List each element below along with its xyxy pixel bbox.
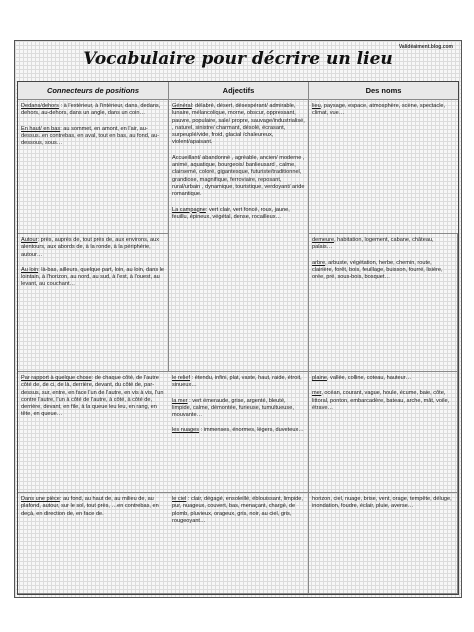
header-adjectifs: Adjectifs — [169, 82, 309, 100]
vocab-entry — [21, 103, 165, 118]
vocab-entry — [172, 155, 305, 199]
header-noms: Des noms — [309, 82, 458, 100]
vocab-entry — [172, 375, 305, 390]
entry-text: : étendu, infini, plat, vaste, haut, raide, étroit, sinueux… — [172, 375, 302, 389]
entry-heading: Par rapport à quelque chose — [21, 375, 92, 381]
entry-heading: Au loin — [21, 266, 39, 273]
entry-heading: la mer — [172, 397, 188, 404]
entry-heading: Général — [172, 103, 192, 109]
cell-row4-c1 — [18, 493, 169, 594]
entry-text: : près, auprès de, tout près de, aux environs, aux alentours, aux abords de, à la ronde, à la périphérie, autour… — [21, 237, 160, 258]
entry-heading: lieu — [312, 103, 321, 109]
entry-text: : vert émeraude, grise, argenté, bleuté, limpide, calme, démontée, furieuse, tumultueuse, mouvante… — [172, 397, 294, 419]
cell-row4-c3 — [309, 493, 458, 594]
entry-text: horizon, ciel, nuage, brise, vent, orage, tempête, déluge, inondation, foudre, éclair, pluie, averse… — [312, 496, 452, 510]
entry-text: : au fond, au haut de, au milieu de, au plafond, autour, sur le sol, tout près, …en contrebas, en deçà, en direction de, en face de. — [21, 496, 159, 517]
vocab-entry — [21, 375, 166, 419]
vocab-entry — [312, 260, 454, 282]
vocab-entry — [312, 496, 454, 511]
entry-text: : délabré, désert, désespérant/ admirable, lunaire, mélancolique, morne, obscur, oppressant, pauvre, populaire, sale/ propre, sauvage/industrialisé, , naturel, sinistre/ charmant, désolé, écrasant, surpeuplé/vide, froid, glacial /chaleureux, violent/apaisant. — [172, 103, 305, 146]
entry-text: : vert clair, vert foncé, roux, jaune, feuillu, épineux, végétal, dense, rocailleux… — [172, 206, 290, 220]
site-credit: Validéaiment.blog.com — [398, 44, 453, 50]
cell-row2-c1 — [18, 234, 169, 372]
vocab-entry — [172, 103, 305, 147]
vocab-entry — [21, 267, 165, 289]
vocabulary-table — [17, 81, 459, 595]
entry-text: , habitation, logement, cabane, château, palais… — [312, 237, 434, 251]
vocab-entry — [312, 237, 454, 252]
entry-heading: le relief — [172, 375, 191, 381]
entry-heading: arbre — [312, 259, 326, 266]
entry-text: , océan, courant, vague, houle, écume, baie, côte, littoral, ponton, embarcadère, bateau, arche, mât, voile, étrave… — [312, 390, 450, 411]
entry-heading: Dedans/dehors — [21, 103, 59, 109]
vocab-entry — [21, 496, 166, 518]
page-title: Vocabulaire pour décrire un lieu — [83, 49, 393, 69]
entry-heading: les nuages — [172, 427, 200, 434]
vocab-entry — [21, 237, 165, 259]
cell-row2-c3 — [309, 234, 458, 372]
vocab-entry — [172, 427, 305, 434]
entry-heading: plaine — [312, 375, 327, 381]
entry-text: : de chaque côté, de l'autre côté de, de ci, de là, derrière, devant, du côté de, par-dessus, sur, entre, en face l'un de l'autre, en vis à vis, l'un contre l'autre, l'un à côté de l'autre, à côté, à côté de, derrière, devant, en file, à la queue leu leu, en rang, en tête, en queue… — [21, 375, 164, 418]
entry-heading: Dans une pièce — [21, 496, 60, 502]
cell-row3-c2 — [169, 372, 309, 493]
entry-text: , vallée, colline, coteau, hauteur… — [326, 375, 412, 381]
vocab-entry — [21, 126, 165, 148]
vocab-entry — [312, 103, 455, 118]
entry-heading: demeure — [312, 237, 335, 243]
vocab-entry — [312, 390, 454, 412]
vocab-entry — [312, 375, 454, 382]
entry-text: , paysage, espace, atmosphère, scène, spectacle, climat, vue… — [312, 103, 446, 117]
entry-heading: En haut/ en bas — [21, 125, 61, 132]
entry-heading: Autour — [21, 237, 38, 243]
vocab-entry — [172, 207, 305, 222]
entry-heading: mer — [312, 390, 322, 397]
entry-text: : à l'extérieur, à l'intérieur, dans, dedans, dehors, au-dehors, dans un angle, dans un coin… — [21, 103, 161, 117]
entry-text: , arbuste, végétation, herbe, chemin, route, clairière, forêt, bois, feuillage, buisson, fourré, lisière, orée, pré, sous-bois, bosquet… — [312, 259, 443, 281]
entry-text: : immenses, énormes, légers, duveteux… — [199, 427, 304, 434]
entry-heading: le ciel — [172, 496, 187, 502]
entry-heading: La campagne — [172, 206, 206, 213]
cell-row4-c2 — [169, 493, 309, 594]
vocab-entry — [172, 398, 305, 420]
vocab-entry — [172, 496, 305, 525]
cell-row1-c2 — [169, 100, 309, 372]
cell-row1-c1 — [18, 100, 169, 234]
cell-row3-c3 — [309, 372, 458, 493]
entry-text: : au sommet, en amont, en l'air, au-dessus..en contrebas, en aval, tout en bas, au fond, au-dessous, sous… — [21, 125, 160, 147]
header-connecteurs: Connecteurs de positions — [18, 82, 169, 100]
entry-text: Accueillant/ abandonné , agréable, ancien/ moderne , animé, aquatique, bourgeois/ banlieusard , calme, clairsemé, coloré, gigantesque, futuriste/traditionnel, grandiose, magnifique, ferroviaire, reposant, rural/urbain , dynamique, touristique, verdoyant/ aride romantique. — [172, 154, 305, 198]
entry-text: : là-bas, ailleurs, quelque part, loin, au loin, dans le lointain, à l'horizon, au nord, au sud, à l'est, à l'ouest, au levant, au couchant… — [21, 266, 165, 288]
entry-text: : clair, dégagé, ensoleillé, éblouissant, limpide, pur, nuageux, couvert, bas, menaçant, chargé, de plomb, pluvieux, orageux, gris, noir, au ciel, gris, rougeoyant… — [172, 496, 303, 524]
cell-row3-c1 — [18, 372, 169, 493]
cell-row1-c3 — [309, 100, 458, 234]
vocabulary-sheet — [14, 40, 462, 598]
